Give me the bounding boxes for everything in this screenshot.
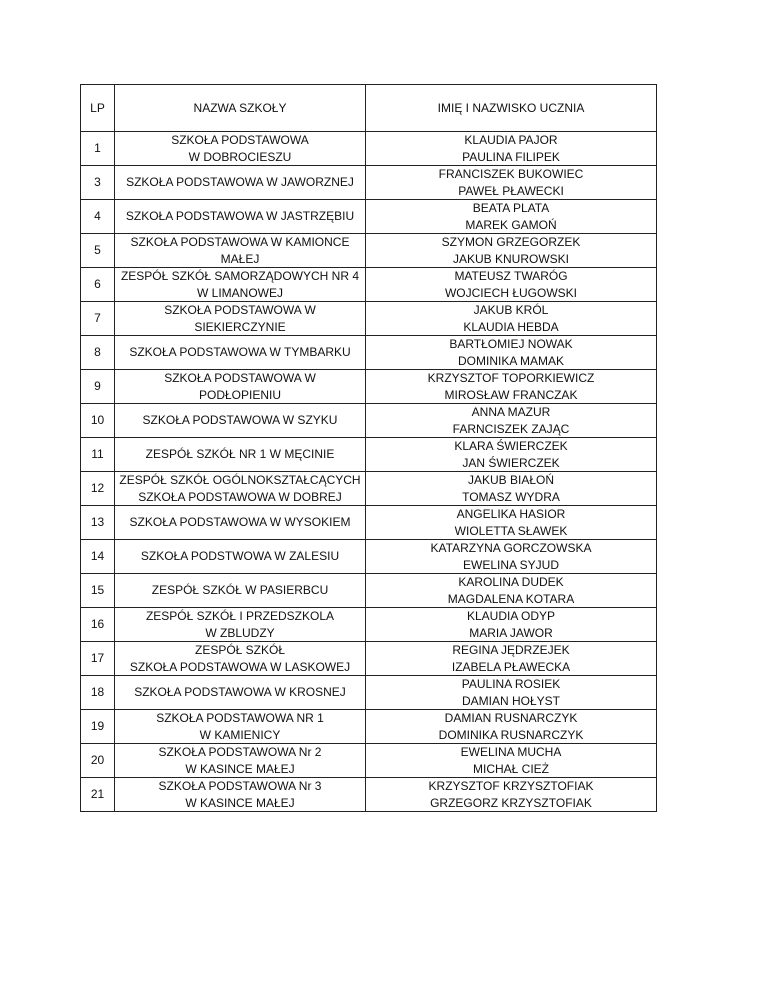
school-name-line: MAŁEJ [220,251,260,266]
school-name-line: SZKOŁA PODSTAWOWA W TYMBARKU [129,345,351,360]
row-number: 10 [81,404,115,438]
school-name-cell [115,472,366,506]
school-name-line: W KASINCE MAŁEJ [185,795,295,810]
table-row [81,540,657,574]
row-number: 21 [81,778,115,812]
row-number: 11 [81,438,115,472]
row-number: 1 [81,132,115,166]
school-name-cell [115,404,366,438]
student-names-cell [366,404,657,438]
school-name-line: ZESPÓŁ SZKÓŁ I PRZEDSZKOLA [145,609,335,623]
student-name: FRANCISZEK BUKOWIEC [438,167,584,181]
row-number: 9 [81,370,115,404]
student-names-cell [366,336,657,370]
table-row [81,166,657,200]
school-name-line: ZESPÓŁ SZKÓŁ W PASIERBCU [151,583,329,598]
table-row [81,268,657,302]
student-name: KLAUDIA HEBDA [463,319,559,334]
student-name: DOMINIKA RUSNARCZYK [438,727,584,742]
table-row [81,200,657,234]
student-name: REGINA JĘDRZEJEK [452,643,570,657]
table-row [81,234,657,268]
school-name-cell [115,336,366,370]
student-names-cell [366,302,657,336]
row-number: 16 [81,608,115,642]
table-row [81,608,657,642]
student-names-cell [366,574,657,608]
table-row [81,778,657,812]
table-header-row [81,85,657,132]
student-name: PAULINA FILIPEK [462,149,560,164]
header-school-name: NAZWA SZKOŁY [115,85,366,132]
student-name: KAROLINA DUDEK [458,575,564,589]
student-name: MARIA JAWOR [469,625,553,640]
school-name-cell [115,540,366,574]
school-name-line: SZKOŁA PODSTAWOWA [171,133,309,147]
table-row [81,506,657,540]
row-number: 20 [81,744,115,778]
school-name-line: W ZBLUDZY [205,625,275,640]
school-name-cell [115,234,366,268]
row-number: 19 [81,710,115,744]
school-name-cell [115,778,366,812]
row-number: 4 [81,200,115,234]
school-name-line: SIEKIERCZYNIE [194,319,286,334]
school-name-line: SZKOŁA PODSTAWOWA NR 1 [156,711,324,725]
student-names-cell [366,268,657,302]
school-name-line: ZESPÓŁ SZKÓŁ NR 1 W MĘCINIE [145,447,335,462]
table-row [81,438,657,472]
student-name: EWELINA MUCHA [460,745,562,759]
school-name-line: SZKOŁA PODSTAWOWA W DOBREJ [138,489,342,504]
row-number: 12 [81,472,115,506]
school-name-line: W KAMIENICY [199,727,281,742]
student-name: DAMIAN HOŁYST [461,693,560,708]
school-name-line: SZKOŁA PODSTAWOWA W [164,371,316,385]
student-names-cell [366,132,657,166]
row-number: 7 [81,302,115,336]
school-name-cell [115,132,366,166]
school-name-line: SZKOŁA PODSTAWOWA W JAWORZNEJ [126,175,354,190]
school-name-cell [115,744,366,778]
student-names-cell [366,710,657,744]
school-name-cell [115,438,366,472]
row-number: 3 [81,166,115,200]
row-number: 17 [81,642,115,676]
student-name: DOMINIKA MAMAK [457,353,564,368]
student-names-cell [366,778,657,812]
student-names-cell [366,370,657,404]
student-name: BEATA PLATA [472,201,550,215]
student-name: TOMASZ WYDRA [462,489,560,504]
student-name: MAGDALENA KOTARA [447,591,575,606]
student-name: JAN ŚWIERCZEK [462,455,560,470]
header-lp: LP [81,85,115,132]
student-name: JAKUB BIAŁOŃ [467,473,555,487]
student-roster-table [80,84,657,812]
student-name: ANNA MAZUR [471,405,551,419]
school-name-line: ZESPÓŁ SZKÓŁ OGÓLNOKSZTAŁCĄCYCH [119,473,361,487]
student-name: KRZYSZTOF TOPORKIEWICZ [427,371,595,385]
student-names-cell [366,608,657,642]
table-row [81,336,657,370]
student-name: JAKUB KNUROWSKI [452,251,569,266]
student-names-cell [366,472,657,506]
student-names-cell [366,234,657,268]
school-name-cell [115,166,366,200]
table-row [81,744,657,778]
student-name: KLARA ŚWIERCZEK [454,439,568,453]
student-name: MIROSŁAW FRANCZAK [444,387,578,402]
student-name: FARNCISZEK ZAJĄC [452,421,570,436]
table-row [81,710,657,744]
student-name: KATARZYNA GORCZOWSKA [430,541,592,555]
student-names-cell [366,676,657,710]
school-name-line: ZESPÓŁ SZKÓŁ SAMORZĄDOWYCH NR 4 [120,269,360,283]
table-row [81,302,657,336]
student-name: MAREK GAMOŃ [465,217,557,232]
row-number: 6 [81,268,115,302]
student-name: PAWEŁ PŁAWECKI [458,183,564,198]
row-number: 5 [81,234,115,268]
student-name: WIOLETTA SŁAWEK [454,523,568,538]
school-name-line: SZKOŁA PODSTAWOWA W KROSNEJ [134,685,346,700]
header-student-name: IMIĘ I NAZWISKO UCZNIA [366,85,657,132]
table-row [81,574,657,608]
row-number: 13 [81,506,115,540]
table-row [81,472,657,506]
table-row [81,370,657,404]
school-name-cell [115,676,366,710]
student-name: KLAUDIA ODYP [466,609,556,623]
student-name: KRZYSZTOF KRZYSZTOFIAK [428,779,594,793]
table-row [81,642,657,676]
student-names-cell [366,200,657,234]
student-name: MATEUSZ TWARÓG [454,269,568,283]
school-name-cell [115,200,366,234]
student-name: MICHAŁ CIEŻ [472,761,549,776]
school-name-line: SZKOŁA PODSTAWOWA W SZYKU [142,413,338,428]
school-name-line: SZKOŁA PODSTAWOWA W JASTRZĘBIU [125,209,355,224]
school-name-line: W DOBROCIESZU [188,149,292,164]
school-name-cell [115,302,366,336]
student-name: IZABELA PŁAWECKA [451,659,571,674]
row-number: 18 [81,676,115,710]
table-row [81,132,657,166]
school-name-cell [115,268,366,302]
table-body [81,132,657,812]
student-name: ANGELIKA HASIOR [456,507,566,521]
row-number: 15 [81,574,115,608]
student-name: EWELINA SYJUD [462,557,560,572]
student-name: KLAUDIA PAJOR [464,133,558,147]
row-number: 14 [81,540,115,574]
student-name: PAULINA ROSIEK [461,677,561,691]
student-name: BARTŁOMIEJ NOWAK [449,337,573,351]
student-name: SZYMON GRZEGORZEK [441,235,581,249]
student-names-cell [366,642,657,676]
school-name-cell [115,710,366,744]
school-name-line: SZKOŁA PODSTWOWA W ZALESIU [140,549,340,564]
student-names-cell [366,540,657,574]
table-row [81,404,657,438]
student-name: WOJCIECH ŁUGOWSKI [444,285,577,300]
school-name-line: ZESPÓŁ SZKÓŁ [194,643,286,657]
student-name: GRZEGORZ KRZYSZTOFIAK [430,795,592,810]
row-number: 8 [81,336,115,370]
school-name-line: SZKOŁA PODSTAWOWA Nr 3 [158,779,322,793]
school-name-cell [115,574,366,608]
school-name-line: SZKOŁA PODSTAWOWA W LASKOWEJ [129,659,351,674]
school-name-cell [115,642,366,676]
school-name-line: SZKOŁA PODSTAWOWA W [164,303,316,317]
student-names-cell [366,744,657,778]
student-name: DAMIAN RUSNARCZYK [444,711,578,725]
table-row [81,676,657,710]
school-name-cell [115,370,366,404]
school-name-line: PODŁOPIENIU [198,387,282,402]
school-name-cell [115,506,366,540]
school-name-line: W LIMANOWEJ [197,285,283,300]
student-names-cell [366,166,657,200]
school-name-cell [115,608,366,642]
school-name-line: SZKOŁA PODSTAWOWA W WYSOKIEM [129,515,351,530]
school-name-line: W KASINCE MAŁEJ [185,761,295,776]
student-names-cell [366,506,657,540]
school-name-line: SZKOŁA PODSTAWOWA W KAMIONCE [130,235,350,249]
student-name: JAKUB KRÓL [473,303,549,317]
student-names-cell [366,438,657,472]
school-name-line: SZKOŁA PODSTAWOWA Nr 2 [158,745,322,759]
